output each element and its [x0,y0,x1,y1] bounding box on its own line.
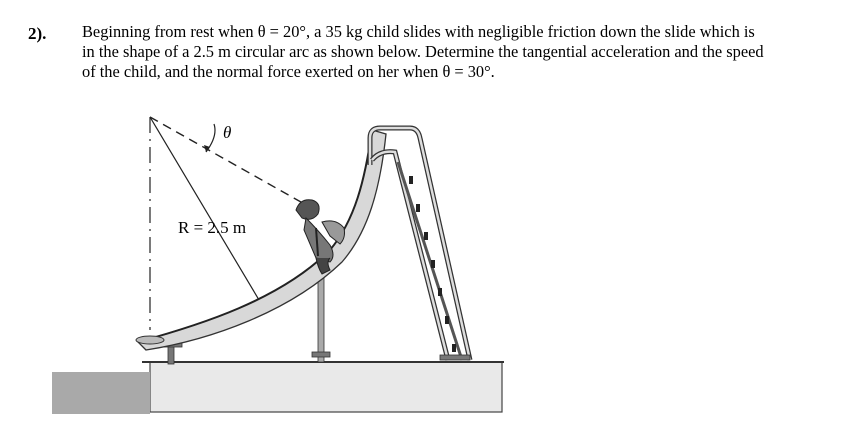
radius-line [150,117,265,310]
ladder-rung [416,204,420,212]
middle-leg-base [312,352,330,357]
ladder-rung [438,288,442,296]
problem-number: 2). [28,24,47,43]
problem-line-2: in the shape of a 2.5 m circular arc as shown below. Determine the tangential acceleration and the speed [82,42,764,61]
problem-line-1: Beginning from rest when θ = 20°, a 35 kg child slides with negligible friction down the slide which is [82,22,755,41]
problem-line-3: of the child, and the normal force exerted on her when θ = 30°. [82,62,495,81]
theta-label: θ [223,123,232,142]
ladder-rung [424,232,428,240]
slide-lip [136,336,164,344]
middle-leg [318,270,324,362]
ladder-foot [440,355,470,360]
ladder-rung [431,260,435,268]
ground-block [150,362,502,412]
radius-label: R = 2.5 m [178,218,247,237]
ground-shadow [52,372,150,414]
slide-chute [138,130,386,350]
ladder-rung [409,176,413,184]
ladder-rung [445,316,449,324]
ladder-rung [452,344,456,352]
